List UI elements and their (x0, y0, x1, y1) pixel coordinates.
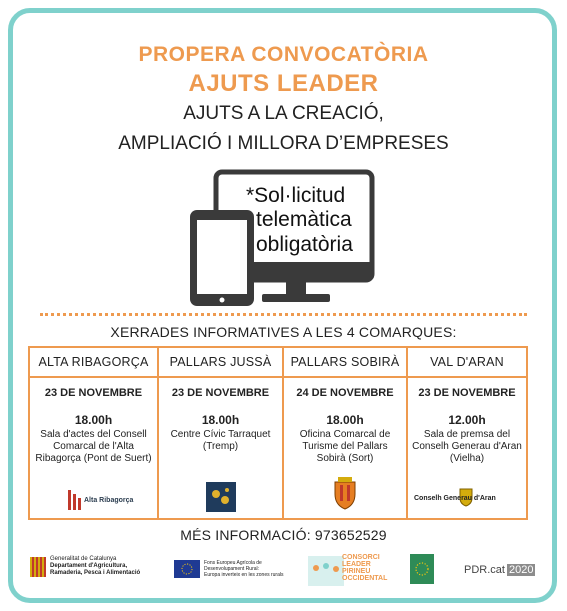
consorci-line1: CONSORCI (342, 554, 380, 561)
gencat-logo (30, 556, 140, 577)
session-region: PALLARS JUSSÀ (159, 348, 282, 378)
session-place: Oficina Comarcal de Turisme del Pallars Sobirà (Sort) (299, 429, 391, 464)
gencat-line2: Departament d'Agricultura, (50, 563, 128, 569)
conselh-aran-logo-text: Conselh Generau d'Aran (414, 495, 496, 502)
pdr-year: 2020 (508, 564, 534, 576)
consorci-leader-logo (308, 552, 394, 586)
feader-logo (174, 560, 284, 578)
pallars-jussa-logo (159, 482, 282, 512)
title-line1: PROPERA CONVOCATÒRIA (138, 43, 429, 66)
consorci-line3: PIRINEU (342, 568, 371, 575)
alta-ribagorca-logo (30, 488, 157, 514)
session-time: 18.00h (201, 413, 240, 427)
feader-line1: Fons Europeu Agrícola de (204, 560, 262, 566)
session-place: Sala d'actes del Consell Comarcal de l'Alta Ribagorça (Pont de Suert) (35, 429, 152, 464)
footer-logos (0, 550, 567, 595)
consorci-line2: LEADER (342, 561, 371, 568)
feader-line2: Desenvolupament Rural: (204, 566, 260, 572)
gencat-line1: Generalitat de Catalunya (50, 556, 117, 562)
session-column (282, 348, 406, 518)
session-time: 12.00h (448, 413, 486, 427)
title-line2: AJUTS LEADER (188, 70, 379, 97)
session-date: 23 DE NOVEMBRE (44, 387, 143, 399)
feader-line3: Europa inverteix en les zones rurals (204, 572, 284, 578)
screen-line2: telemàtica (256, 208, 352, 231)
sessions-table (28, 346, 528, 520)
conselh-aran-logo (408, 486, 526, 508)
session-region: VAL D'ARAN (408, 348, 526, 378)
more-info: MÉS INFORMACIÓ: 973652529 (180, 527, 387, 543)
session-date: 23 DE NOVEMBRE (171, 387, 270, 399)
screen-line3: obligatòria (256, 233, 353, 256)
pallars-sobira-shield-icon (284, 476, 406, 510)
session-place: Centre Cívic Tarraquet (Tremp) (170, 429, 271, 452)
session-column (406, 348, 526, 518)
session-region: PALLARS SOBIRÀ (284, 348, 406, 378)
session-time: 18.00h (74, 413, 113, 427)
pdr-cat-logo (464, 564, 535, 576)
session-region: ALTA RIBAGORÇA (30, 348, 157, 378)
session-date: 24 DE NOVEMBRE (296, 387, 394, 399)
consorci-line4: OCCIDENTAL (342, 575, 388, 582)
subtitle-line1: AJUTS A LA CREACIÓ, (183, 103, 384, 124)
dotted-divider (40, 313, 527, 316)
subtitle-line2: AMPLIACIÓ I MILLORA D’EMPRESES (118, 133, 449, 154)
talks-heading: XERRADES INFORMATIVES A LES 4 COMARQUES: (110, 324, 457, 340)
pdr-label: PDR.cat (464, 564, 505, 576)
session-date: 23 DE NOVEMBRE (418, 387, 516, 399)
session-place: Sala de premsa del Conselh Generau d'Aran (Vielha) (412, 429, 522, 464)
session-column (157, 348, 282, 518)
leader-logo (410, 554, 434, 584)
alta-ribagorca-logo-text: Alta Ribagorça (83, 497, 133, 504)
screen-line1: *Sol·licitud (246, 184, 346, 207)
eu-flag-icon (174, 560, 200, 578)
session-time: 18.00h (326, 413, 364, 427)
gencat-line3: Ramaderia, Pesca i Alimentació (50, 570, 141, 576)
session-column (30, 348, 157, 518)
